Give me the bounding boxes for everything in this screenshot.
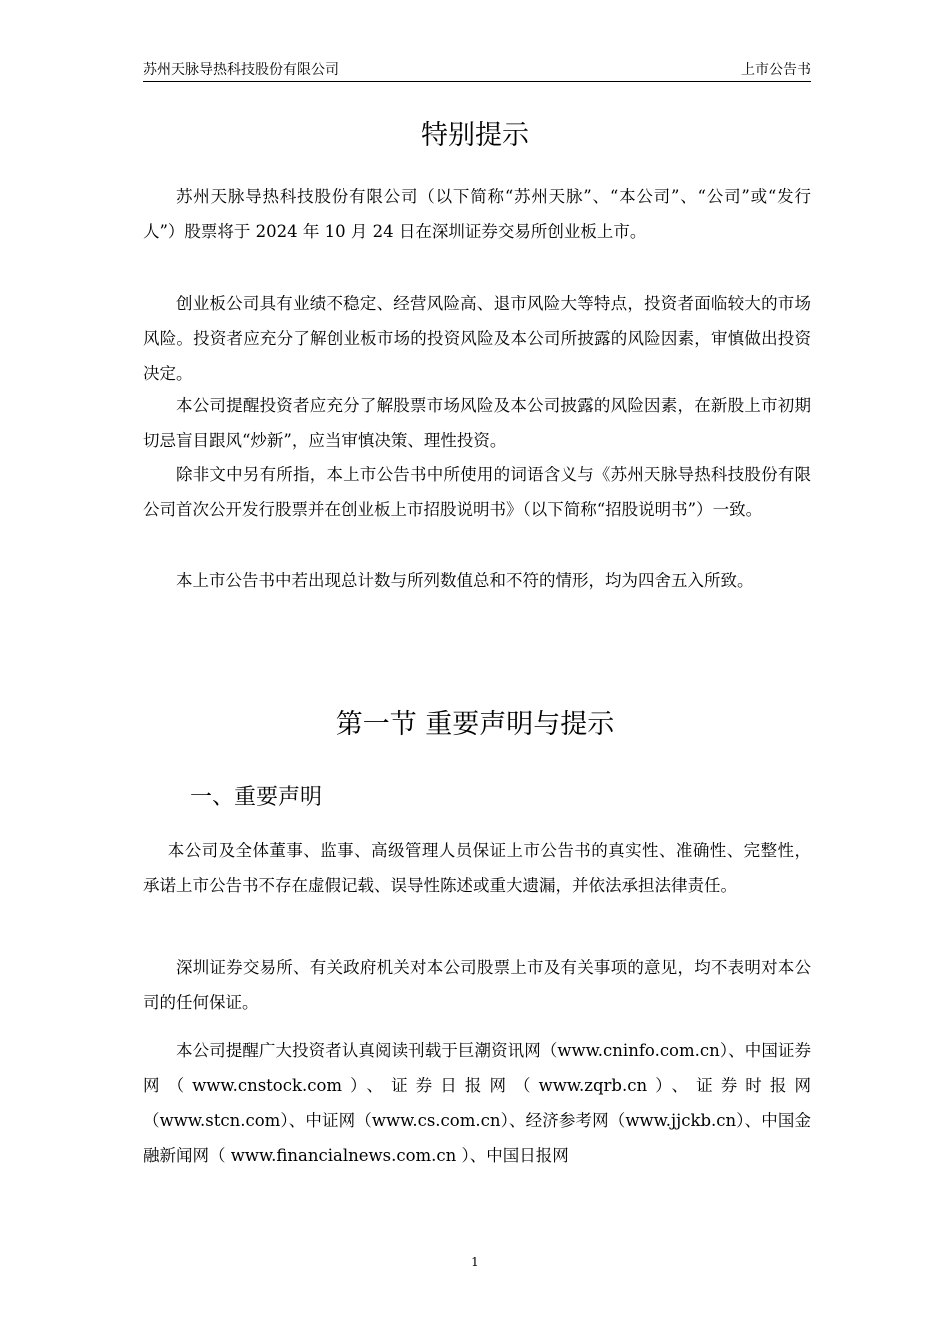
important-statement-heading: 一、重要声明 [190, 785, 323, 810]
page-number: 1 [471, 1255, 479, 1269]
special-notice-paragraph-5: 本上市公告书中若出现总计数与所列数值总和不符的情形，均为四舍五入所致。 [176, 571, 754, 590]
special-notice-paragraph-4: 除非文中另有所指，本上市公告书中所使用的词语含义与《苏州天脉导热科技股份有限公司首次公开发行股票并在创业板上市招股说明书》（以下简称“招股说明书”）一致。 [143, 465, 811, 519]
section-one-title: 第一节 重要声明与提示 [335, 709, 615, 740]
special-notice-title: 特别提示 [421, 120, 529, 151]
special-notice-paragraph-1: 苏州天脉导热科技股份有限公司（以下简称“苏州天脉”、“本公司”、“公司”或“发行人”）股票将于 2024 年 10 月 24 日在深圳证券交易所创业板上市。 [143, 187, 811, 241]
important-statement-paragraph-3: 本公司提醒广大投资者认真阅读刊载于巨潮资讯网（www.cninfo.com.cn）、中国证券网（www.cnstock.com）、证券日报网（www.zqrb.cn）、证券时报网（www.stcn.com）、中证网（www.cs.com.cn）、经济参考网（www.jjckb.cn）、中国金融新闻网（ www.financialnews.com.cn ）、中国日报网 [143, 1041, 811, 1165]
special-notice-paragraph-2: 创业板公司具有业绩不稳定、经营风险高、退市风险大等特点，投资者面临较大的市场风险。投资者应充分了解创业板市场的投资风险及本公司所披露的风险因素，审慎做出投资决定。 [143, 294, 811, 383]
page-header [143, 60, 811, 82]
header-document-type: 上市公告书 [741, 62, 811, 78]
special-notice-paragraph-3: 本公司提醒投资者应充分了解股票市场风险及本公司披露的风险因素，在新股上市初期切忌盲目跟风“炒新”，应当审慎决策、理性投资。 [143, 396, 811, 450]
header-company-name: 苏州天脉导热科技股份有限公司 [143, 62, 339, 78]
important-statement-paragraph-2: 深圳证券交易所、有关政府机关对本公司股票上市及有关事项的意见，均不表明对本公司的任何保证。 [143, 958, 811, 1012]
important-statement-paragraph-1: 本公司及全体董事、监事、高级管理人员保证上市公告书的真实性、准确性、完整性，承诺上市公告书不存在虚假记载、误导性陈述或重大遗漏，并依法承担法律责任。 [143, 841, 811, 895]
